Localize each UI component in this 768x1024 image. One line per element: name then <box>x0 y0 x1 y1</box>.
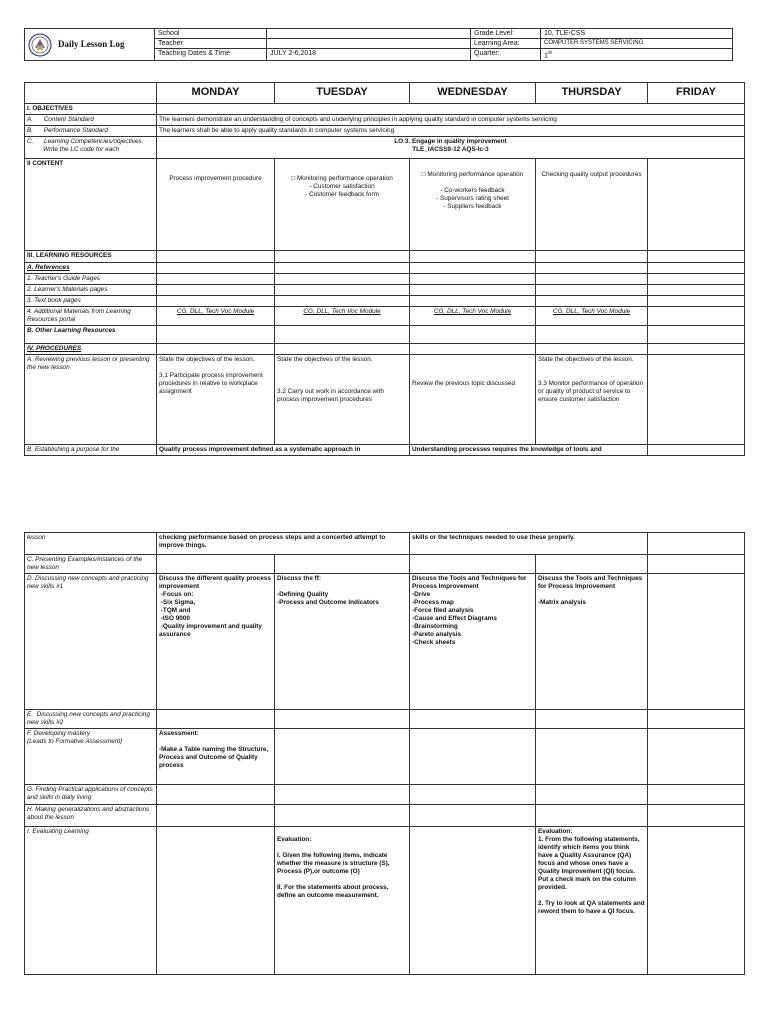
content-monday: Process improvement procedure <box>157 159 275 251</box>
procedures-heading: IV. PROCEDURES <box>25 344 157 355</box>
procedure-a-tuesday: State the objectives of the lesson. 3.2 Carry out work in accordance with process improvement procedures <box>275 355 410 445</box>
procedure-f-label: F. Developing mastery (Leads to Formative Assessment) <box>25 729 157 785</box>
procedure-d-monday: Discuss the different quality process improvement -Focus on: -Six Sigma, -TQM and -ISO 9000 -Quality improvement and quality assurance <box>157 574 275 710</box>
resources-heading: III. LEARNING RESOURCES <box>25 251 157 263</box>
day-header-row <box>25 83 745 104</box>
quarter-label: Quarter: <box>471 49 541 61</box>
learners-materials-label: 2. Learner's Materials pages <box>25 285 157 296</box>
content-tuesday: □ Monitoring performance operation - Customer satisfaction - Customer feedback form <box>275 159 410 251</box>
day-friday: FRIDAY <box>648 83 745 104</box>
header-table <box>24 28 733 61</box>
procedure-i-thursday: Evaluation: 1. From the following statements, identify which items you think have a Quality Assurance (QA) focus and whose ones have a Quality Improvement (QI) focus. Put a check mark on the column provided. 2. Try to look at QA statements and reword them to have a QI focus. <box>536 827 648 975</box>
content-standard-label: A. Content Standard <box>25 115 157 126</box>
teachers-guide-label: 1. Teacher's Guide Pages <box>25 274 157 285</box>
procedure-g-label: G. Finding Practical applications of concepts and skills in daily living <box>25 785 157 805</box>
lesson-log-page-2 <box>0 522 768 1024</box>
procedure-e-label: E. Discussing new concepts and practicing new skills #2 <box>25 710 157 729</box>
competencies-cell <box>157 137 745 159</box>
grade-value: 10, TLE-CSS <box>541 29 733 39</box>
procedure-f-monday: Assessment: -Make a Table naming the Structure, Process and Outcome of Quality process <box>157 729 275 785</box>
procedure-d-wednesday: Discuss the Tools and Techniques for Process Improvement -Drive -Process map -Force filed analysis -Cause and Effect Diagrams -Brainstorming -Pareto analysis -Check sheets <box>410 574 536 710</box>
objectives-heading: I. OBJECTIVES <box>25 104 157 115</box>
day-tuesday: TUESDAY <box>275 83 410 104</box>
content-heading: II CONTENT <box>25 159 157 251</box>
other-resources-label: B. Other Learning Resources <box>25 326 157 344</box>
competencies-line-2: TLE_IACSS9-12 AQS-Ic-3 <box>412 146 489 153</box>
grade-label: Grade Level: <box>471 29 541 39</box>
page-gap <box>0 478 768 522</box>
procedure-i-tuesday: Evaluation: I. Given the following items, indicate whether the measure is structure (S), Process (P),or outcome (O) II. For the statements about process, define an outcome measurement. <box>275 827 410 975</box>
dll-title: Daily Lesson Log <box>57 39 125 50</box>
day-thursday: THURSDAY <box>536 83 648 104</box>
procedure-i-label: I. Evaluating Learning <box>25 827 157 975</box>
teacher-label: Teacher <box>155 39 267 49</box>
day-wednesday: WEDNESDAY <box>410 83 536 104</box>
lesson-log-page-1 <box>0 0 768 478</box>
ref-monday: CG, DLL, Tech Voc Module <box>157 307 275 326</box>
quarter-value <box>541 49 733 61</box>
procedure-h-label: H. Making generalizations and abstractions about the lesson <box>25 805 157 827</box>
quarter-suffix: st <box>547 50 552 56</box>
content-thursday: Checking quality output procedures <box>536 159 648 251</box>
procedure-d-label: D. Discussing new concepts and practicing new skills #1 <box>25 574 157 710</box>
procedure-a-thursday: State the objectives of the lesson. 3.3 Monitor performance of operation or quality of product of service to ensure customer satisfaction <box>536 355 648 445</box>
day-monday: MONDAY <box>157 83 275 104</box>
procedure-b-label: B. Establishing a purpose for the <box>25 445 157 456</box>
procedure-b-label-cont: lesson <box>25 533 157 555</box>
procedure-b-mon-tue-cont: checking performance based on process steps and a concerted attempt to improve things. <box>157 533 410 555</box>
content-standard-text: The learners demonstrate an understanding of concepts and underlying principles in applying quality standard in computer systems servicing <box>157 115 745 126</box>
additional-materials-label: 4. Additional Materials from Learning Resources portal <box>25 307 157 326</box>
procedure-a-wednesday: Review the previous topic discussed <box>410 355 536 445</box>
procedure-a-label: A. Reviewing previous lesson or presenting the new lesson <box>25 355 157 445</box>
lesson-table-part-2 <box>24 532 745 975</box>
procedure-c-label: C. Presenting Examples/instances of the new lesson <box>25 555 157 574</box>
area-value: COMPUTER SYSTEMS SERVICING <box>541 39 733 49</box>
procedure-a-monday: State the objectives of the lesson. 3.1 Participate process improvement procedures in relative to workplace assignment <box>157 355 275 445</box>
deped-seal-icon <box>28 33 52 57</box>
school-label: School <box>155 29 267 39</box>
competencies-line-1: LO 3. Engage in quality improvement <box>394 138 507 145</box>
logo-cell <box>25 29 155 61</box>
procedure-b-wed-thu: Understanding processes requires the knowledge of tools and <box>410 445 648 456</box>
dates-value: JULY 2-6,2018 <box>267 49 471 61</box>
area-label: Learning Area: <box>471 39 541 49</box>
ref-wednesday: CG, DLL, Tech Voc Module <box>410 307 536 326</box>
ref-tuesday: CG, DLL, Tech Voc Module <box>275 307 410 326</box>
text-book-label: 3. Text book pages <box>25 296 157 307</box>
procedure-d-tuesday: Discuss the ff: -Defining Quality -Process and Outcome Indicators <box>275 574 410 710</box>
lesson-table-part-1 <box>24 82 745 456</box>
performance-standard-label: B. Performance Standard <box>25 126 157 137</box>
procedure-d-thursday: Discuss the Tools and Techniques for Process Improvement -Matrix analysis <box>536 574 648 710</box>
references-label: A. References <box>25 263 157 274</box>
teacher-value <box>267 39 471 49</box>
quarter-number: 1 <box>544 52 548 60</box>
procedure-b-wed-thu-cont: skills or the techniques needed to use these properly. <box>410 533 648 555</box>
ref-thursday: CG, DLL, Tech Voc Module <box>536 307 648 326</box>
performance-standard-text: The learners shall be able to apply quality standards in computer systems servicing <box>157 126 745 137</box>
procedure-b-mon-tue: Quality process improvement defined as a systematic approach in <box>157 445 410 456</box>
dates-label: Teaching Dates & Time <box>155 49 267 61</box>
competencies-label: C. Learning Competencies/objectives Write the LC code for each <box>25 137 157 159</box>
content-wednesday: □ Monitoring performance operation - Co-workers feedback - Supervisors rating sheet - Suppliers feedback <box>410 159 536 251</box>
school-value <box>267 29 471 39</box>
